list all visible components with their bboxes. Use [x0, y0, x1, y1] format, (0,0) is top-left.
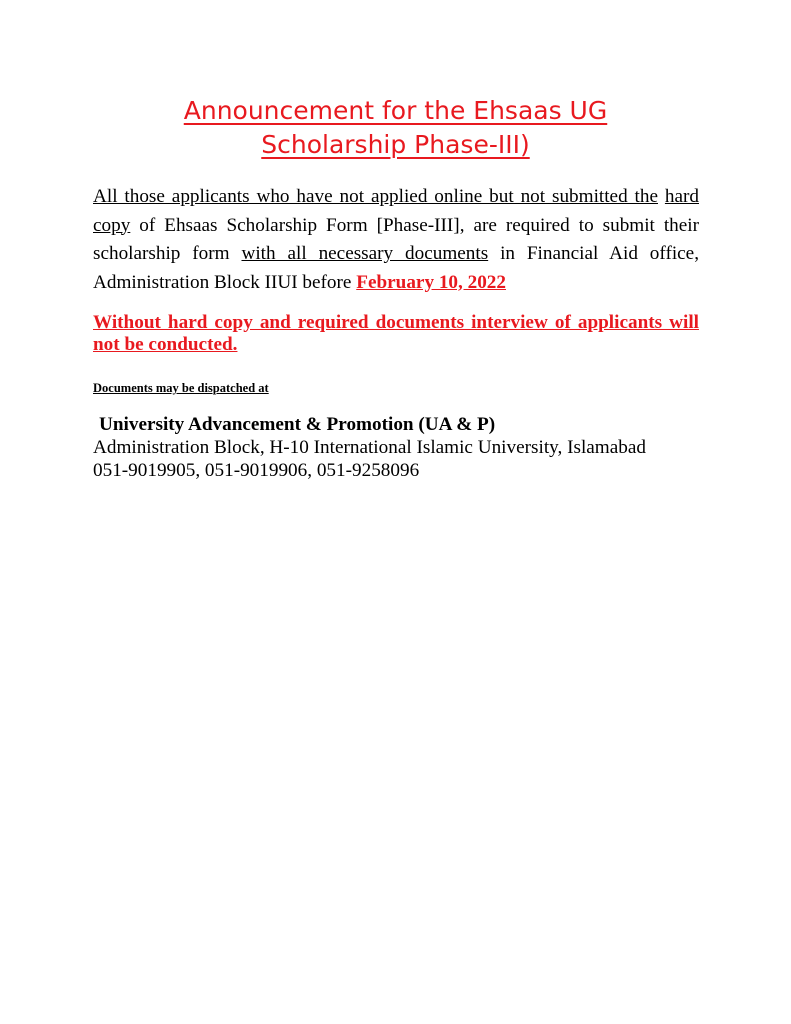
address-location: Administration Block, H-10 International Islamic University, Islamabad — [93, 437, 646, 458]
body-underlined-intro: All those applicants who have not applied online but not submitted the — [93, 186, 658, 207]
body-necessary-documents: with all necessary documents — [241, 243, 489, 264]
dispatch-heading: Documents may be dispatched at — [93, 381, 269, 395]
title-line-1: Announcement for the Ehsaas UG — [183, 96, 608, 125]
body-text-form: of Ehsaas Scholarship Form [Phase-III], are required to submit their scholarship form — [93, 214, 699, 264]
deadline-date: February 10, 2022 — [356, 271, 506, 293]
body-text-office: in Financial Aid office, Administration Block IIUI before — [93, 243, 699, 293]
body-hard-copy: hard copy — [93, 186, 699, 236]
dispatch-address — [93, 413, 646, 482]
title-line-2: Scholarship Phase-III) — [261, 130, 530, 159]
announcement-body — [93, 183, 699, 297]
announcement-title — [0, 94, 791, 162]
address-phones: 051-9019905, 051-9019906, 051-9258096 — [93, 460, 420, 481]
interview-warning: Without hard copy and required documents interview of applicants will not be conducted. — [93, 312, 699, 355]
address-organization: University Advancement & Promotion (UA & P) — [99, 414, 496, 435]
